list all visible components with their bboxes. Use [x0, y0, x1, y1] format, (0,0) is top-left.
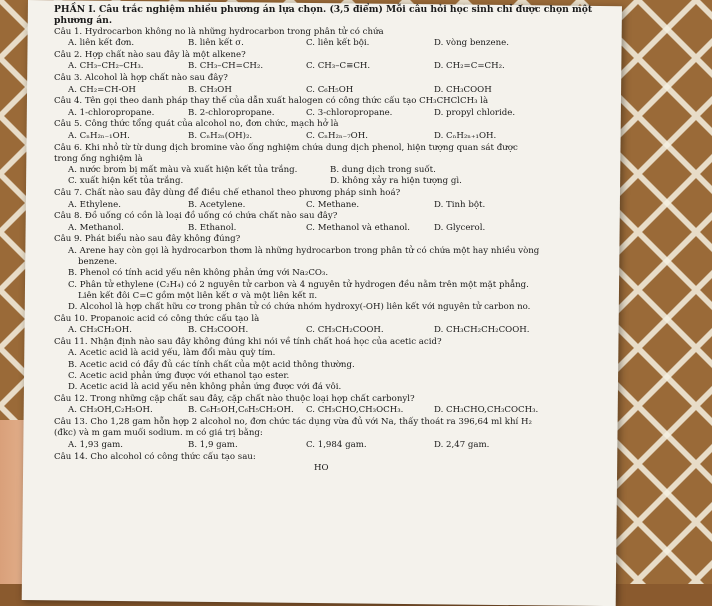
option-a[interactable]: A. 1,93 gam.	[68, 439, 124, 450]
option-c[interactable]: C. CH₃CH₂COOH.	[306, 325, 384, 336]
option-d[interactable]: D. CH₃COOH	[434, 84, 492, 95]
options	[54, 176, 610, 187]
option-c[interactable]: C. CₙH₂ₙ₋₇OH.	[306, 130, 368, 141]
option-a[interactable]: A. nước brom bị mất màu và xuất hiện kết tủa trắng.	[68, 165, 298, 176]
question-stem: Câu 10. Propanoic acid có công thức cấu tạo là	[54, 314, 260, 325]
question-stem: Câu 7. Chất nào sau đây dùng để điều chế ethanol theo phương pháp sinh hoá?	[54, 188, 401, 199]
structure-fragment: HO	[314, 462, 329, 473]
option-b[interactable]: B. C₆H₅OH,C₆H₅CH₂OH.	[188, 405, 294, 416]
option-d[interactable]: D. 2,47 gam.	[434, 439, 490, 450]
question-stem: Câu 11. Nhận định nào sau đây không đúng khi nói về tính chất hoá học của acetic acid?	[54, 337, 442, 348]
option-a[interactable]: A. CH₃OH,C₂H₅OH.	[68, 405, 153, 416]
option-b[interactable]: B. liên kết σ.	[188, 38, 244, 49]
option-b[interactable]: B. dung dịch trong suốt.	[330, 165, 436, 176]
question-9	[54, 234, 610, 313]
question-8	[54, 211, 610, 234]
question-2	[54, 50, 610, 73]
option-b[interactable]: B. CH₃OH	[188, 84, 232, 95]
option-c[interactable]: C. CH₃CHO,CH₃OCH₃.	[306, 405, 404, 416]
question-stem: Câu 9. Phát biểu nào sau đây không đúng?	[54, 234, 241, 245]
question-stem: Câu 5. Công thức tổng quát của alcohol no, đơn chức, mạch hở là	[54, 119, 339, 130]
option-d[interactable]: D. không xảy ra hiện tượng gì.	[330, 176, 462, 187]
option-c[interactable]: C. CH₃–C≡CH.	[306, 61, 371, 72]
question-stem: Câu 2. Hợp chất nào sau đây là một alkene?	[54, 50, 246, 61]
question-stem: Câu 13. Cho 1,28 gam hỗn hợp 2 alcohol no, đơn chức tác dụng vừa đủ với Na, thấy thoát ra 396,64 ml khí H₂	[54, 417, 532, 428]
option-d[interactable]: D. CH₃CH₂CH₂COOH.	[434, 325, 530, 336]
question-stem: Câu 14. Cho alcohol có công thức cấu tạo sau:	[54, 451, 256, 462]
question-14	[54, 452, 610, 475]
statement-a[interactable]: A. Arene hay còn gọi là hydrocarbon thơm là những hydrocarbon trong phân tử có chứa một hay nhiều vòng	[68, 245, 540, 256]
statement-d[interactable]: D. Acetic acid là acid yếu nên không phản ứng được với đá vôi.	[68, 382, 342, 393]
statement-c-cont: Liên kết đôi C=C gồm một liên kết σ và một liên kết π.	[78, 290, 318, 301]
option-c[interactable]: C. 3-chloropropane.	[306, 107, 393, 118]
question-10	[54, 314, 610, 337]
option-c[interactable]: C. 1,984 gam.	[306, 439, 367, 450]
question-13	[54, 417, 610, 451]
options	[54, 223, 610, 234]
section-title-cont: phương án.	[54, 15, 113, 27]
statement-c[interactable]: C. Phân tử ethylene (C₂H₄) có 2 nguyên tử carbon và 4 nguyên tử hydrogen đều nằm trên một mặt phẳng.	[68, 279, 529, 290]
option-b[interactable]: B. Acetylene.	[188, 199, 246, 210]
statement-b[interactable]: B. Phenol có tính acid yếu nên không phản ứng với Na₂CO₃.	[68, 268, 329, 279]
option-c[interactable]: C. Methanol và ethanol.	[306, 222, 411, 233]
question-7	[54, 188, 610, 211]
options	[54, 200, 610, 211]
option-d[interactable]: D. Glycerol.	[434, 222, 486, 233]
options	[54, 38, 610, 49]
question-stem: Câu 1. Hydrocarbon không no là những hydrocarbon trong phân tử có chứa	[54, 27, 384, 38]
question-stem: Câu 8. Đồ uống có cồn là loại đồ uống có chứa chất nào sau đây?	[54, 211, 338, 222]
option-b[interactable]: B. CₙH₂ₙ(OH)₂.	[188, 130, 253, 141]
options	[54, 405, 610, 416]
statement-c[interactable]: C. Acetic acid phản ứng được với ethanol tạo ester.	[68, 371, 290, 381]
options	[54, 85, 610, 96]
option-a[interactable]: A. liên kết đơn.	[68, 38, 135, 49]
question-stem-cont: (đkc) và m gam muối sodium. m có giá trị bằng:	[54, 428, 263, 439]
statement-d[interactable]: D. Alcohol là hợp chất hữu cơ trong phân tử có chứa nhóm hydroxy(-OH) liên kết với nguyên tử carbon no.	[68, 302, 531, 313]
question-3	[54, 73, 610, 96]
exam-content	[54, 4, 610, 474]
question-stem-cont: trong ống nghiệm là	[54, 153, 143, 164]
option-a[interactable]: A. 1-chloropropane.	[68, 107, 155, 118]
question-stem: Câu 6. Khi nhỏ từ từ dung dịch bromine vào ống nghiệm chứa dung dịch phenol, hiện tượng quan sát được	[54, 142, 518, 153]
option-b[interactable]: B. 2-chloropropane.	[188, 107, 275, 118]
option-b[interactable]: B. Ethanol.	[188, 222, 237, 233]
options	[54, 108, 610, 119]
options	[54, 440, 610, 451]
option-c[interactable]: C. xuất hiện kết tủa trắng.	[68, 176, 184, 187]
question-4	[54, 96, 610, 119]
question-1	[54, 27, 610, 50]
option-a[interactable]: A. Methanol.	[68, 222, 124, 233]
options	[54, 325, 610, 336]
option-b[interactable]: B. CH₃COOH.	[188, 325, 249, 336]
statement-a[interactable]: A. Acetic acid là acid yếu, làm đổi màu quỳ tím.	[68, 348, 276, 359]
option-c[interactable]: C. liên kết bội.	[306, 38, 370, 49]
question-5	[54, 119, 610, 142]
question-6	[54, 143, 610, 188]
question-12	[54, 394, 610, 417]
question-stem: Câu 4. Tên gọi theo danh pháp thay thế của dẫn xuất halogen có công thức cấu tạo CH₃CHClCH₃ là	[54, 96, 489, 107]
option-d[interactable]: D. propyl chloride.	[434, 107, 516, 118]
question-stem: Câu 12. Trong những cặp chất sau đây, cặp chất nào thuộc loại hợp chất carbonyl?	[54, 394, 415, 405]
options	[54, 131, 610, 142]
option-a[interactable]: A. CH₂=CH-OH	[68, 84, 136, 95]
option-d[interactable]: D. CH₃CHO,CH₃COCH₃.	[434, 405, 539, 416]
options	[54, 61, 610, 72]
option-d[interactable]: D. Tinh bột.	[434, 199, 486, 210]
option-a[interactable]: A. Ethylene.	[68, 199, 121, 210]
option-b[interactable]: B. 1,9 gam.	[188, 439, 238, 450]
option-c[interactable]: C. Methane.	[306, 199, 360, 210]
option-a[interactable]: A. CₙH₂ₙ₋₁OH.	[68, 130, 130, 141]
option-a[interactable]: A. CH₃CH₂OH.	[68, 325, 132, 336]
statement-b[interactable]: B. Acetic acid có đầy đủ các tính chất của một acid thông thường.	[68, 359, 355, 370]
option-a[interactable]: A. CH₃–CH₂–CH₃.	[68, 61, 144, 72]
option-d[interactable]: D. CH₂=C=CH₂.	[434, 61, 505, 72]
option-c[interactable]: C. C₆H₅OH	[306, 84, 354, 95]
option-d[interactable]: D. CₙH₂ₙ₊₁OH.	[434, 130, 497, 141]
option-b[interactable]: B. CH₃–CH=CH₂.	[188, 61, 264, 72]
question-11	[54, 337, 610, 393]
section-title: PHẦN I. Câu trắc nghiệm nhiều phương án lựa chọn. (3,5 điểm) Mỗi câu hỏi học sinh chỉ được chọn một	[54, 4, 593, 15]
statement-a-cont: benzene.	[78, 257, 118, 268]
options	[54, 165, 610, 176]
question-stem: Câu 3. Alcohol là hợp chất nào sau đây?	[54, 73, 228, 84]
option-d[interactable]: D. vòng benzene.	[434, 38, 509, 49]
